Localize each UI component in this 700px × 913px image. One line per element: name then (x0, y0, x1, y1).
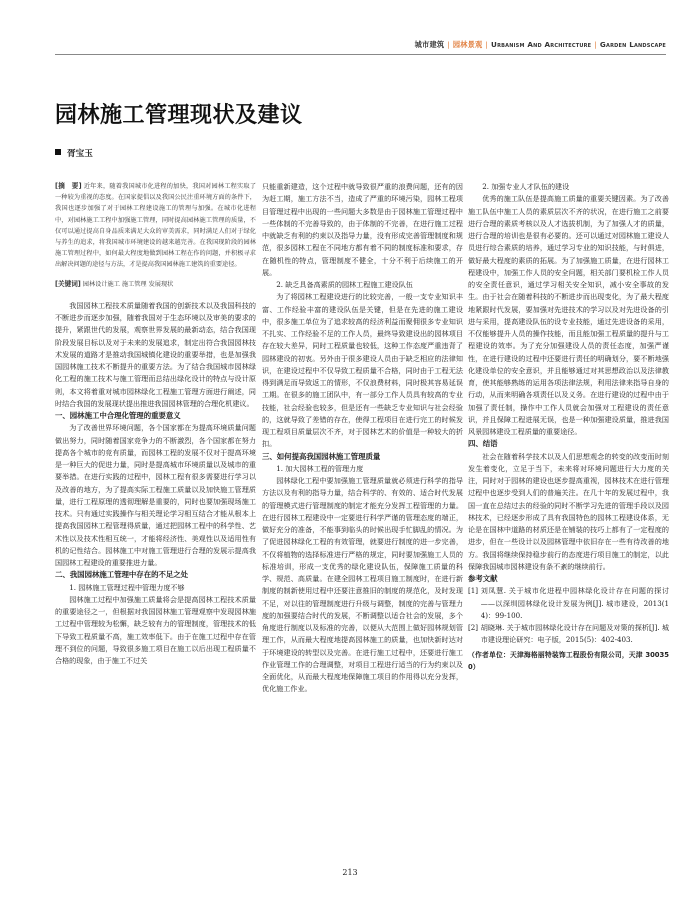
header-rule (55, 54, 666, 55)
section-3-heading: 三、如何提高我国园林施工管理质量 (262, 451, 381, 461)
header-section: 城市建筑 (414, 40, 445, 49)
author-name: 胥宝玉 (67, 149, 93, 159)
author-line (55, 147, 93, 159)
column-1 (55, 181, 256, 667)
section-1-paragraph: 为了改善世界环境问题，各个国家都在为提高环境质量问题做出努力，同时随着国家竞争力的不断激烈，各个国家都在努力提高各个城市的竞有质量，而园林工程的发展不仅对于提高环境是一种巨大的促进力量，同时是提高城市环境质量以及城市的重要举措。在进行实践的过程中，园林工程有很多需要进行学习以及改善的地方，为了提高实际工程施工质量以及加快施工管理质量，进行工程原理的透彻理解是重要的，同时也要加强现场施工技术。只有通过实践操作与相关理论学习相互结合才能从根本上提高我国园林工程管理得质量，通过把园林工程中的科学性、艺术性以及技术性相互统一，才能将经济性、美观性以及适用性有机的记性结合。园林施工中对施工管理进行合理的发展示提高我国园林工程建设的重要推进力量。 (55, 423, 256, 568)
intro-paragraph: 我国园林工程技术质量随着我国的创新技术以及我国科技的不断进步而逐步加强，随着我国对于生态环境以及审美的要求的提升，紧跟世代的发展，观察世界发展的最新动态，结合我国现阶段发展目标以及对于未来的发展追求，制定出符合我国园林技术发展的道路才是推动我国城镇化建设的重要举措，也是加强我国园林施工技术不断提升的重要方法。为了结合我国城市园林绿化工程的施工技术与施工管理而总结出绿化设计的特点与设计原则，本文将着重对城市园林绿化工程施工管理方面进行阐述，同时结合我国的发展现状提出推进我国园林管理的合理化机建议。 (55, 300, 256, 408)
header-en-section: Urbanism And Architecture (491, 40, 592, 49)
reference-number: [1] (468, 586, 479, 596)
keywords-text: 园林设计施工 施工管理 发展现状 (82, 280, 174, 288)
column-2 (262, 181, 463, 696)
section-2-heading: 二、我国园林施工管理中存在的不足之处 (55, 570, 189, 580)
section-3-subheading-1: 1. 加大园林工程的管理力度 (276, 463, 364, 473)
article-title: 园林施工管理现状及建议 (55, 103, 303, 128)
abstract-label: [摘 要] (55, 182, 82, 190)
running-header: 城市建筑 | 园林景观 | Urbanism And Architecture | Garden Landscape (414, 40, 666, 49)
section-2-paragraph-1: 园林施工过程中加强施工质量将会是提高园林工程技术质量的重要途径之一，但根据对我国园林施工管理观察中发现园林施工过程中管理较为松懈，缺乏较有力的管理制度，管理技术的低下导致工程质量不高，施工效率低下。由于在施工过程中存在管理不到位的问题，导致很多施工项目在施工以后出现工程质量不合格的现象，由于施工不过关 (55, 594, 256, 666)
square-bullet-icon (55, 149, 61, 155)
reference-item (468, 622, 669, 647)
author-affiliation: （作者单位：天津海格丽特装饰工程股份有限公司，天津 300350） (468, 650, 669, 671)
reference-item (468, 585, 669, 622)
section-3-subheading-2: 2. 加强专业人才队伍的建设 (482, 182, 570, 191)
section-3-paragraph-2: 优秀的施工队伍是提高施工质量的重要关键因素。为了改善施工队伍中施工人员的素质层次不齐的状况，在进行施工之前要进行合理的素质考核以及人才选拔机制，为了加强人才的质量，进行合理的培训也是很有必要的。还可以通过对园林施工建设人员进行综合素质的培养，通过学习专业的知识技能，与时俱进，做好最大程度的素质的拓展。为了加强施工质量，在进行园林工程建设中，加强工作人员的安全问题，相关部门要机检工作人员的安全责任意识，通过学习相关安全知识，减小安全事故的发生。由于社会在随着科技的不断进步而出现变化，为了最大程度地紧跟时代发展，要加强对先进技术的学习以及对先进设备的引进与采用，提高建设队伍的设专业技能，通过先进设备的采用，不仅能够提升人员的操作技能，而且能加强工程质量的提升与工程建设的效率。为了充分加强建设人员的责任态度，加强严谨性，在进行建设的过程中还要进行责任的明确划分，要不断地强化建设单位的安全意识，并且能够通过对其思想政治以及法律教育，使其能够熟练的运用各项法律法规，利用法律来指导自身的行动，从而来明确各项责任以及义务。在进行建设的过程中由于加强了责任制，操作中工作人员就会加强对工程建设的责任意识，并且保障工程进展无误，也是一种加强建设质量，推进我国风景园林建设工程质量的重要途径。 (468, 194, 669, 436)
header-en-category: Garden Landscape (599, 40, 666, 49)
section-4-paragraph: 社会在随着科学技术以及人们思想观念的转变的改变而时刻发生着变化，立足于当下，未来将对环境问题进行大力度的关注，同时对于园林的建设也逐步提高重视，园林技术在进行管理过程中也逐步受到人们的普遍关注。在几十年的发展过程中，我国一直在总结过去的经验的同时不断学习先进的管理手段以及园林技术，已经逐步形成了具有我国特色的园林工程建设体系，无论是在国林中道路的材质还是在铺装的技巧上都有了一定程度的进步，但在一些设计以及园林管理中依旧存在一些有待改善的地方。我国将继续保持稳步前行的态度进行项目施工的制定，以此保障我国城市园林建设有条不紊的继续前行。 (468, 451, 669, 571)
continued-paragraph: 只能重新建造，这个过程中就导致很严重的浪费问题，还有的因为赶工期，施工方法不当，造成了严重的环境污染，园林工程项目管理过程中出现的一些问题大多数是由于园林施工管理过程中一些体制的不完善导致的，由于体制的不完善，在进行施工过程中就缺乏有利的约束以及指导力量，没有形成完善管理制度和规范，很多园林工程在不同地方都有着不同的制度标准和要求，存在随机性的特点，管理制度不健全，十分不利于后续施工的开展。 (262, 182, 463, 277)
reference-text: 胡晓琳. 关于城市园林绿化设计存在问题及对策的探析[J]. 城市建设理论研究：电子版，2015(5)：402-403. (480, 623, 669, 645)
column-3 (468, 181, 669, 673)
abstract (55, 181, 256, 271)
keywords-label: [关键词] (55, 279, 81, 288)
section-2-subheading-1: 1. 园林施工管理过程中管理力度不够 (69, 582, 185, 592)
keywords (55, 279, 256, 290)
header-category: 园林景观 (452, 40, 483, 49)
abstract-text: 近年来，随着我国城市化进程的加快，我国对园林工程实取了一种较为重视的态度。在国家提倡以及我国公民注重环境方面的条件下，我国也逐步加强了对于园林工程建设施工的管理与加强。在城市化进程中，对园林施工工程中加强施工管理，同时提高园林施工管理的质量，不仅可以通过提高自身品质来满足大众的审美需求，同时满足人们对于绿化与养生的追求，将我国城市环境建设的越来越完善。在我国现阶段的园林施工管理过程中，如何最大程度地做到园林工程在作的问题，并积极寻求出解决问题的途径与方法，才是提高我国园林施工建筑的重要途径。 (55, 183, 257, 269)
reference-text: 刘凤慧. 关于城市化进程中园林绿化设计存在问题的探讨——以深圳园林绿化设计发展为例[J]. 城市建设，2013(14)：99-100. (480, 586, 669, 620)
references-list (468, 585, 669, 646)
section-2-subheading-2: 2. 缺乏具备高素质的园林工程施工建设队伍 (276, 280, 413, 289)
section-3-paragraph-1: 园林绿化工程中要加强施工管理质量就必须进行科学的指导方法以及有利的指导力量，结合科学的、有效的、适合时代发展的管理模式进行管理制度的制定才能充分发挥工程管理的力量。在进行园林工程建设中一定要进行科学严谨的管理态度的端正，做好充分的准备，不能事到临头的时候出现手忙脚乱的情况。为了促进园林绿化工程的有效管理，就要进行制度的进一步完善，不仅将植物的选择标准进行严格的规定，同时要加强施工人员的标准培训，形成一支优秀的绿化建设队伍，保障施工质量的科学、规范、高质量。在建全园林工程项目施工制度时，在进行新制度的制新使用过程中还要注意推旧的制度的规范化，及时发现不足，对以往的管理制度进行升级与调整，制度的完善与管理力度的加强要结合时代的发展，不断调整以适合社会的发展，多个角度进行制度以及标准的完善，以便从大范围上做好园林规划管理工作，从而最大程度地提高园林施工的质量，也加快新时达对于环境建设的转型以及完善。在进行施工过程中，还要进行施工作业管理工作的合理调整，对项目工程进行适当的行为约束以及全面优化，从而最大程度地保障施工项目的作用得以充分发挥，优化施工作业。 (262, 476, 463, 694)
section-1-heading: 一、园林施工中合理化管理的重要意义 (55, 411, 181, 421)
page-number: 213 (342, 868, 358, 877)
reference-number: [2] (468, 623, 479, 632)
section-4-heading: 四、结语 (468, 439, 498, 449)
references-heading: 参考文献 (468, 574, 498, 583)
section-2-paragraph-2: 为了将园林工程建设进行的比较完善，一般一支专业知识丰富、工作经验丰富的建设队伍是关键，但是在先进的施工建设中，很多施工单位为了追求较高的经济利益而聚佣很多专业知识不扎实、工作经验不足的工作人员，最终导致建设出的园林项目存在较大差异，同时工程质量也较低，这种工作态度严重违背了园林建设的初衷。另外由于很多建设人员由于缺乏相应的法律知识，在建设过程中不仅导致工程质量不合格，同时由于工程无法得到满足而导致返工的情形，不仅浪费材料，同时极其容易延误工期。在很多的施工团队中，有一部分工作人员具有较高的专业技能，社会经验也较多，但是还有一些缺乏专业知识与社会经验的，这就导致了差错的存在，使得工程项目在进行完工的时候发现工程项目质量层次不齐，对于园林艺术的价值是一种较大的折扣。 (262, 292, 463, 449)
